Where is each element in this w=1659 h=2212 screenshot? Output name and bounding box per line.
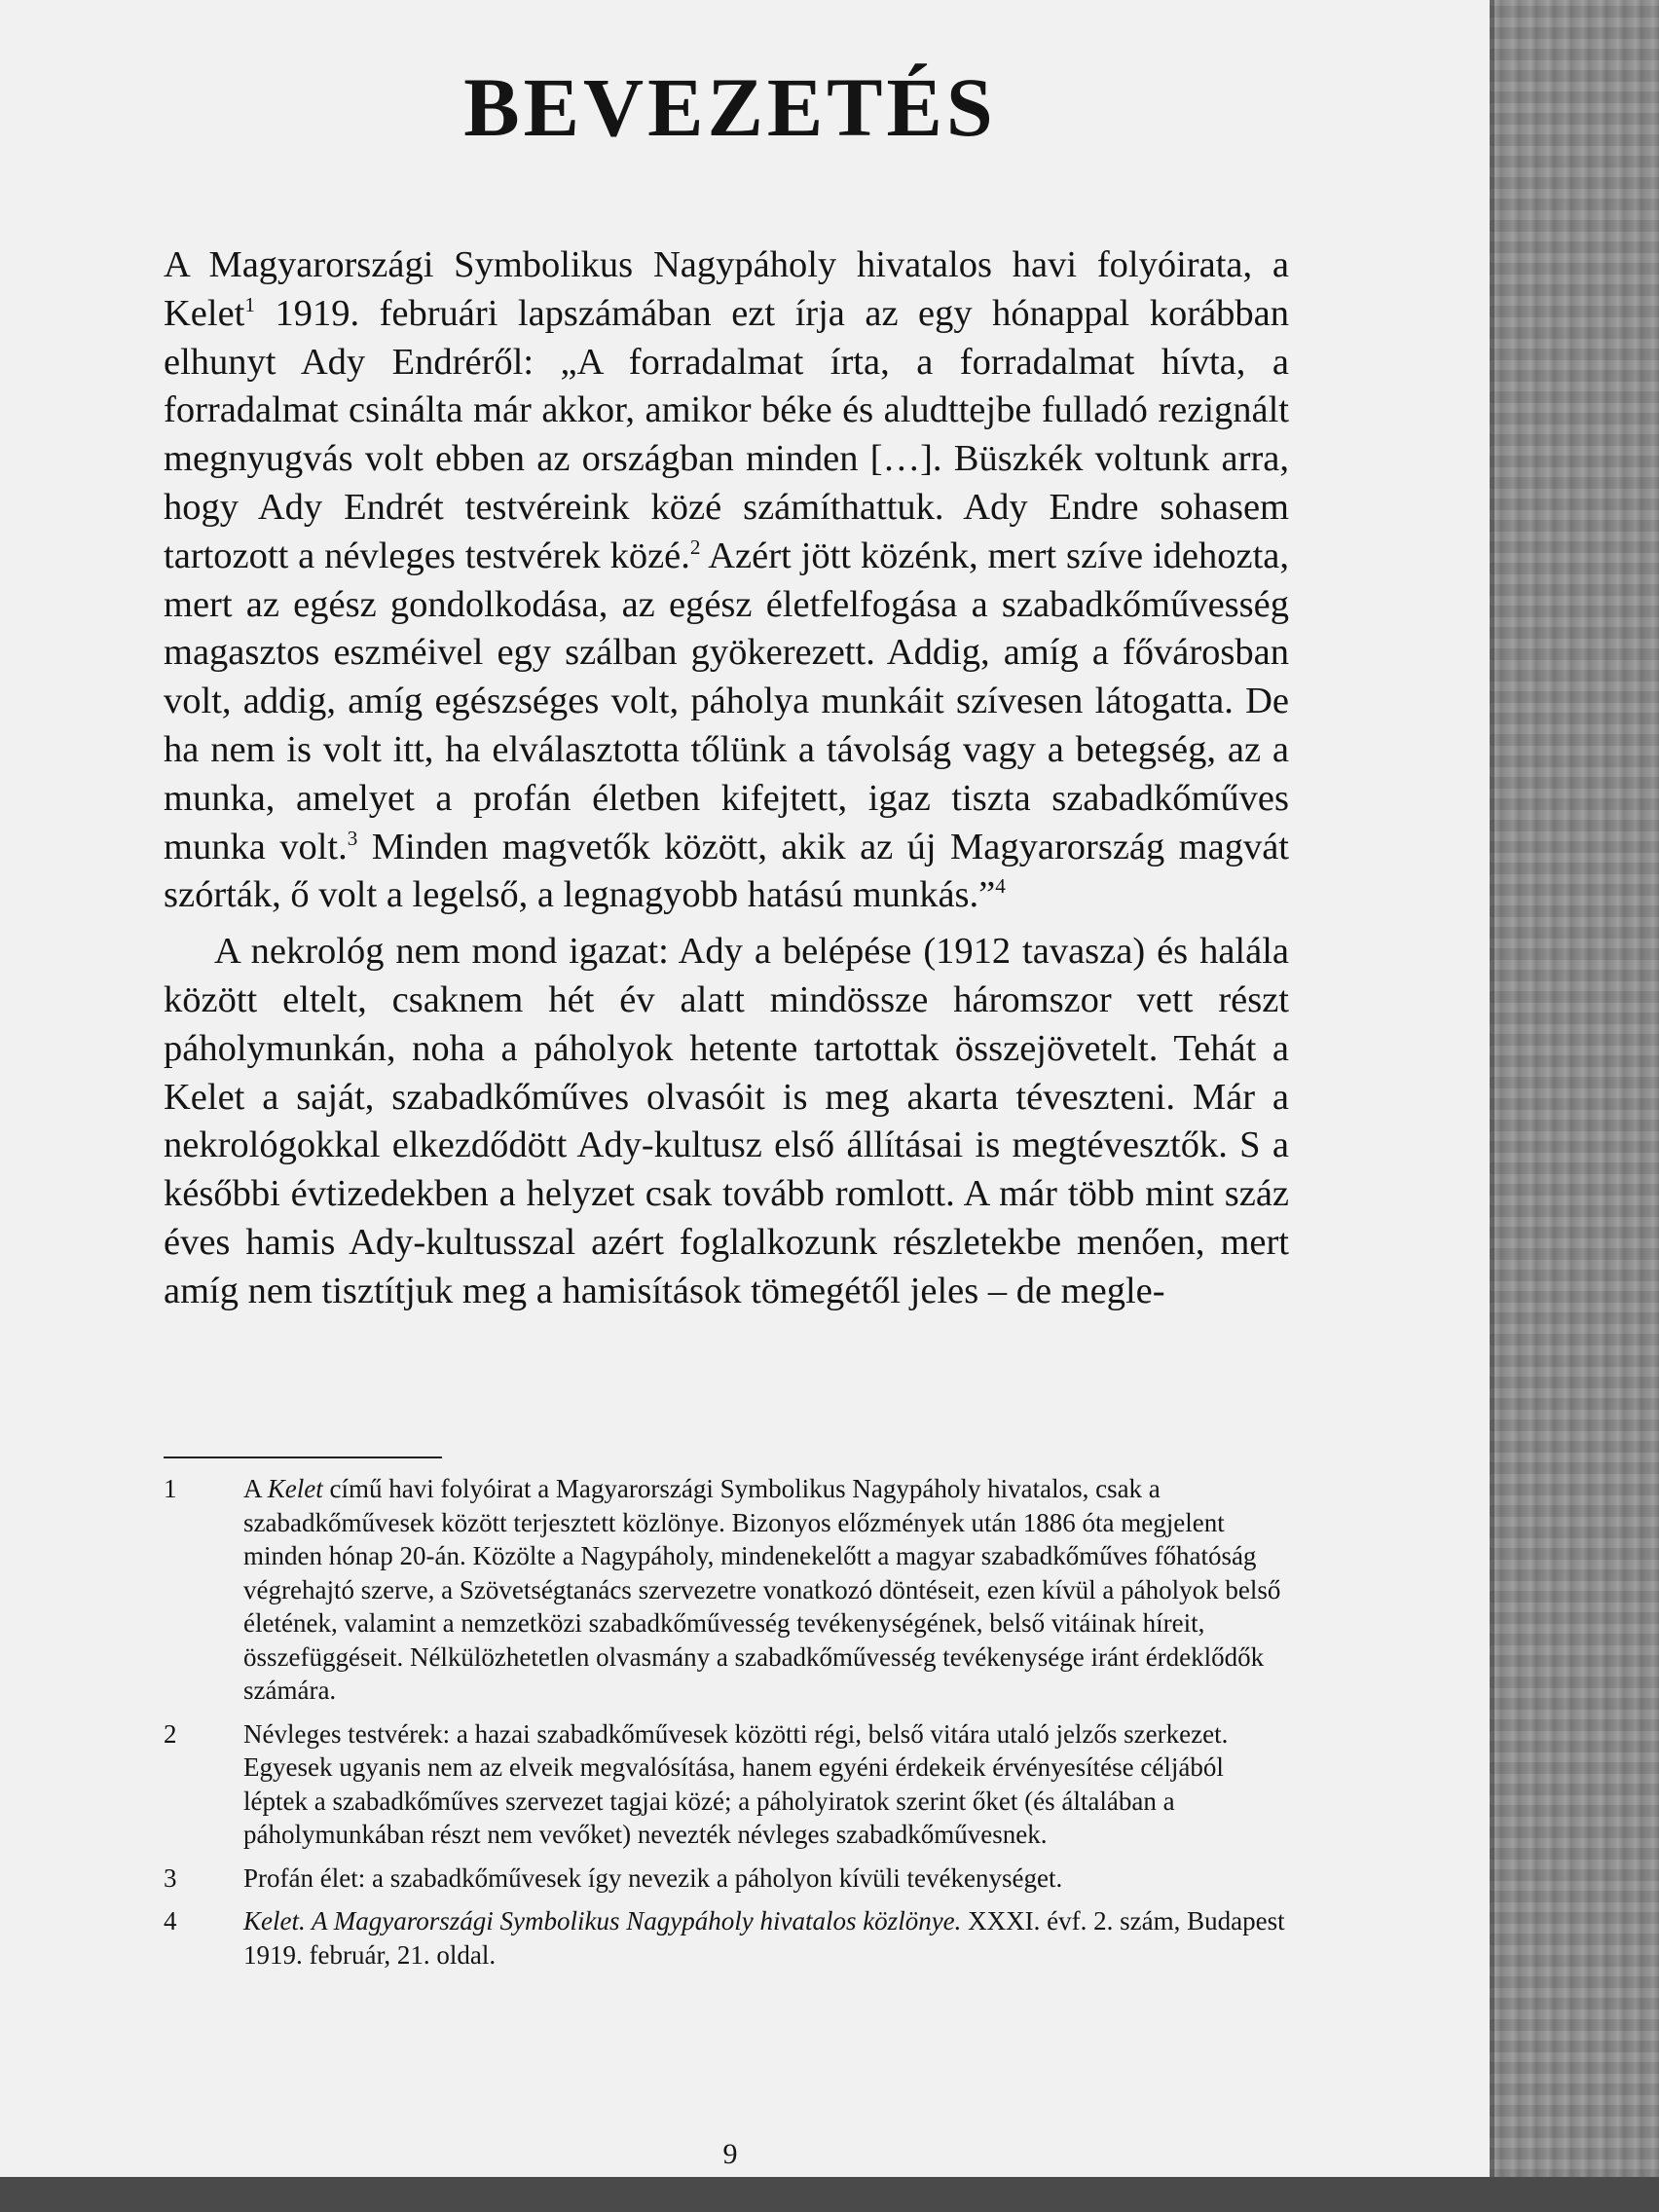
footnote-ref-4[interactable]: 4: [995, 874, 1006, 899]
footnote-3: [164, 1862, 1289, 1896]
paragraph-1-part-d: Minden magvetők között, akik az új Magyarország magvát szórták, ő volt a legelső, a legnagyobb hatású munkás.”: [164, 826, 1289, 916]
page-number: 9: [722, 2138, 738, 2170]
background-surface: [1490, 0, 1659, 2212]
footnote-2: [164, 1717, 1289, 1852]
footnote-ref-1[interactable]: 1: [244, 292, 255, 316]
footnote-4: [164, 1904, 1289, 1972]
paragraph-1-part-b: 1919. februári lapszámában ezt írja az egy hónappal korábban elhunyt Ady Endréről: „A forradalmat írta, a forradalmat hívta, a forradalmat csinálta már akkor, amikor béke és aludttejbe fulladó rezignált megnyugvás volt ebben az országban minden […]. Büszkék voltunk arra, hogy Ady Endrét testvéreink közé számíthattuk. Ady Endre sohasem tartozott a névleges testvérek közé.: [164, 292, 1289, 576]
footnote-text-part: című havi folyóirat a Magyarországi Symbolikus Nagypáholy hivatalos, csak a szabadkőművesek között terjesztett közlönye. Bizonyos előzmények után 1886 óta megjelent minden hónap 20-án. Közölte a Nagypáholy, mindenekelőtt a magyar szabadkőműves főhatóság végrehajtó szerve, a Szövetségtanács szervezetre vonatkozó döntéseit, ezen kívül a páholyok belső életének, valamint a nemzetközi szabadkőművesség tevékenységének, belső vitáinak híreit, összefüggéseit. Nélkülözhetetlen olvasmány a szabadkőművesség tevékenysége iránt érdeklődők számára.: [243, 1474, 1281, 1705]
footnote-1: [164, 1472, 1289, 1708]
footnote-text-part: Profán élet: a szabadkőművesek így nevezik a páholyon kívüli tevékenységet.: [243, 1862, 1063, 1893]
paragraph-1: [164, 241, 1289, 920]
footnote-text: [243, 1472, 1289, 1708]
footnote-text-part: A: [243, 1474, 268, 1503]
paragraph-2: A nekrológ nem mond igazat: Ady a belépése (1912 tavasza) és halála között eltelt, csaknem hét év alatt mindössze háromszor vett részt páholymunkán, noha a páholyok hetente tartottak összejövetelt. Tehát a Kelet a saját, szabadkőműves olvasóit is meg akarta téveszteni. Már a nekrológokkal elkezdődött Ady-kultusz első állításai is megtévesztők. S a későbbi évtizedekben a helyzet csak tovább romlott. A már több mint száz éves hamis Ady-kultusszal azért foglalkozunk részletekbe menően, mert amíg nem tisztítjuk meg a hamisítások tömegétől jeles – de megle-: [164, 931, 1289, 1311]
bottom-background-strip: [0, 2177, 1659, 2212]
footnote-number: 2: [164, 1718, 177, 1749]
footnotes: [164, 1472, 1289, 1981]
main-text: [164, 241, 1289, 1316]
footnote-number: 4: [164, 1906, 177, 1936]
footnote-number: 1: [164, 1474, 177, 1503]
footnote-text-part: Névleges testvérek: a hazai szabadkőművesek közötti régi, belső vitára utaló jelzős szerkezet. Egyesek ugyanis nem az elveik megvalósítása, hanem egyéni érdekeik érvényesítése céljából léptek a szabadkőműves szervezet tagjai közé; a páholyiratok szerint őket (és általában a páholymunkában részt nem vevőket) nevezték névleges szabadkőművesnek.: [243, 1718, 1229, 1849]
footnote-italic-title: Kelet. A Magyarországi Symbolikus Nagypáholy hivatalos közlönye.: [243, 1906, 962, 1936]
footnote-text: [243, 1904, 1289, 1972]
footnote-ref-2[interactable]: 2: [689, 535, 701, 559]
footnote-italic-title: Kelet: [267, 1474, 323, 1503]
footnote-text-part: XXXI. évf. 2. szám, Budapest 1919. február, 21. oldal.: [243, 1906, 1285, 1970]
footnote-text: [243, 1717, 1289, 1852]
footnote-number: 3: [164, 1862, 177, 1893]
paragraph-1-part-c: Azért jött közénk, mert szíve idehozta, mert az egész gondolkodása, az egész életfelfogása a szabadkőművesség magasztos eszméivel egy szálban gyökerezett. Addig, amíg a fővárosban volt, addig, amíg egészséges volt, páholya munkáit szívesen látogatta. De ha nem is volt itt, ha elválasztotta tőlünk a távolság vagy a betegség, az a munka, amelyet a profán életben kifejtett, igaz tiszta szabadkőműves munka volt.: [164, 535, 1289, 867]
footnote-text: [243, 1862, 1289, 1896]
footnote-separator: [164, 1456, 442, 1458]
footnote-ref-3[interactable]: 3: [347, 826, 358, 850]
page-title: BEVEZETÉS: [463, 60, 997, 154]
paragraph-1-part-a: A Magyarországi Symbolikus Nagypáholy hivatalos havi folyóirata, a Kelet: [164, 244, 1289, 334]
